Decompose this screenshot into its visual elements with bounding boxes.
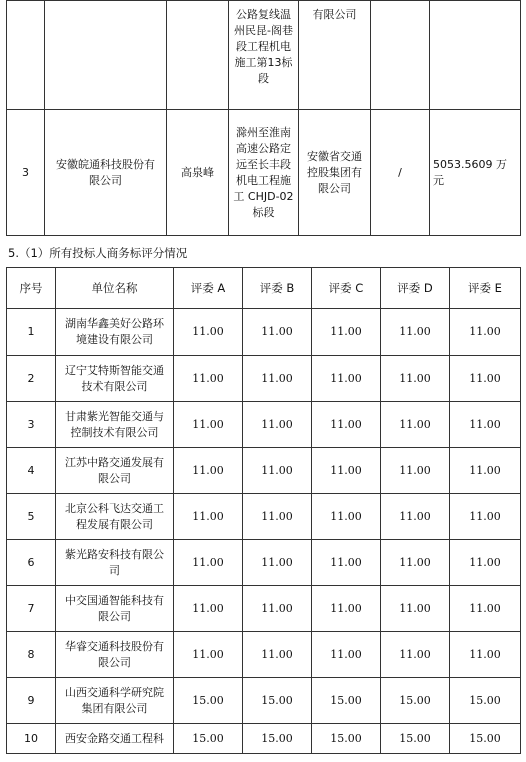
score-a: 11.00 — [174, 494, 243, 540]
score-d: 11.00 — [381, 540, 450, 586]
score-b: 11.00 — [243, 494, 312, 540]
table-row — [7, 309, 521, 356]
row-number: 2 — [7, 356, 56, 402]
company-name: 北京公科飞达交通工程发展有限公司 — [56, 494, 174, 540]
header-cell: 评委 D — [381, 268, 450, 309]
score-b: 11.00 — [243, 356, 312, 402]
score-d: 15.00 — [381, 678, 450, 724]
row-number: 7 — [7, 586, 56, 632]
score-b: 11.00 — [243, 309, 312, 356]
score-b: 11.00 — [243, 448, 312, 494]
project-cell: 公路复线温州民昆-阁巷段工程机电施工第13标段 — [229, 1, 299, 110]
mark-cell: / — [371, 110, 430, 236]
score-d: 11.00 — [381, 448, 450, 494]
row-number: 3 — [7, 110, 45, 236]
score-a: 11.00 — [174, 540, 243, 586]
score-e: 11.00 — [450, 309, 521, 356]
table-row — [7, 1, 521, 110]
score-a: 11.00 — [174, 448, 243, 494]
table-row — [7, 494, 521, 540]
company-name: 中交国通智能科技有限公司 — [56, 586, 174, 632]
row-number: 8 — [7, 632, 56, 678]
score-d: 11.00 — [381, 632, 450, 678]
company-name: 山西交通科学研究院集团有限公司 — [56, 678, 174, 724]
score-e: 15.00 — [450, 724, 521, 754]
score-c: 11.00 — [312, 540, 381, 586]
table-row — [7, 678, 521, 724]
header-cell: 评委 A — [174, 268, 243, 309]
score-e: 11.00 — [450, 356, 521, 402]
score-e: 11.00 — [450, 402, 521, 448]
score-e: 11.00 — [450, 448, 521, 494]
company-cell: 安徽皖通科技股份有限公司 — [45, 110, 167, 236]
bid-info-table — [6, 0, 521, 236]
table-cell — [7, 1, 45, 110]
score-b: 11.00 — [243, 402, 312, 448]
score-e: 11.00 — [450, 632, 521, 678]
header-row — [7, 268, 521, 309]
score-b: 15.00 — [243, 724, 312, 754]
score-c: 15.00 — [312, 724, 381, 754]
row-number: 9 — [7, 678, 56, 724]
score-c: 11.00 — [312, 586, 381, 632]
score-d: 11.00 — [381, 356, 450, 402]
score-a: 15.00 — [174, 678, 243, 724]
score-e: 11.00 — [450, 494, 521, 540]
score-c: 11.00 — [312, 632, 381, 678]
score-c: 15.00 — [312, 678, 381, 724]
company-name: 紫光路安科技有限公司 — [56, 540, 174, 586]
score-c: 11.00 — [312, 448, 381, 494]
table-cell — [430, 1, 521, 110]
score-e: 11.00 — [450, 586, 521, 632]
score-b: 11.00 — [243, 632, 312, 678]
row-number: 3 — [7, 402, 56, 448]
row-number: 1 — [7, 309, 56, 356]
table-cell — [167, 1, 229, 110]
score-b: 11.00 — [243, 586, 312, 632]
score-c: 11.00 — [312, 494, 381, 540]
score-d: 11.00 — [381, 494, 450, 540]
agency-cell: 有限公司 — [299, 1, 371, 110]
section-title: 5.（1）所有投标人商务标评分情况 — [8, 246, 188, 260]
score-b: 15.00 — [243, 678, 312, 724]
score-d: 11.00 — [381, 402, 450, 448]
header-cell: 评委 B — [243, 268, 312, 309]
table-row — [7, 632, 521, 678]
score-a: 11.00 — [174, 586, 243, 632]
table-cell — [371, 1, 430, 110]
header-cell: 单位名称 — [56, 268, 174, 309]
score-c: 11.00 — [312, 402, 381, 448]
row-number: 5 — [7, 494, 56, 540]
header-cell: 评委 E — [450, 268, 521, 309]
agency-cell: 安徽省交通控股集团有限公司 — [299, 110, 371, 236]
score-c: 11.00 — [312, 356, 381, 402]
amount-cell: 5053.5609 万元 — [430, 110, 521, 236]
score-table — [6, 267, 521, 754]
company-name: 西安金路交通工程科 — [56, 724, 174, 754]
score-d: 15.00 — [381, 724, 450, 754]
table-row — [7, 724, 521, 754]
table-row — [7, 448, 521, 494]
company-name: 湖南华鑫美好公路环境建设有限公司 — [56, 309, 174, 356]
table-cell — [45, 1, 167, 110]
table-row — [7, 110, 521, 236]
company-name: 辽宁艾特斯智能交通技术有限公司 — [56, 356, 174, 402]
table-row — [7, 356, 521, 402]
table-row — [7, 402, 521, 448]
score-b: 11.00 — [243, 540, 312, 586]
manager-cell: 高泉峰 — [167, 110, 229, 236]
score-a: 11.00 — [174, 356, 243, 402]
company-name: 华睿交通科技股份有限公司 — [56, 632, 174, 678]
table-row — [7, 540, 521, 586]
row-number: 6 — [7, 540, 56, 586]
score-e: 11.00 — [450, 540, 521, 586]
score-e: 15.00 — [450, 678, 521, 724]
score-c: 11.00 — [312, 309, 381, 356]
score-a: 15.00 — [174, 724, 243, 754]
company-name: 甘肃紫光智能交通与控制技术有限公司 — [56, 402, 174, 448]
header-cell: 评委 C — [312, 268, 381, 309]
project-cell: 滁州至淮南高速公路定远至长丰段机电工程施工 CHJD-02 标段 — [229, 110, 299, 236]
company-name: 江苏中路交通发展有限公司 — [56, 448, 174, 494]
table-row — [7, 586, 521, 632]
score-a: 11.00 — [174, 402, 243, 448]
row-number: 4 — [7, 448, 56, 494]
header-cell: 序号 — [7, 268, 56, 309]
score-d: 11.00 — [381, 586, 450, 632]
score-d: 11.00 — [381, 309, 450, 356]
score-a: 11.00 — [174, 632, 243, 678]
score-a: 11.00 — [174, 309, 243, 356]
row-number: 10 — [7, 724, 56, 754]
